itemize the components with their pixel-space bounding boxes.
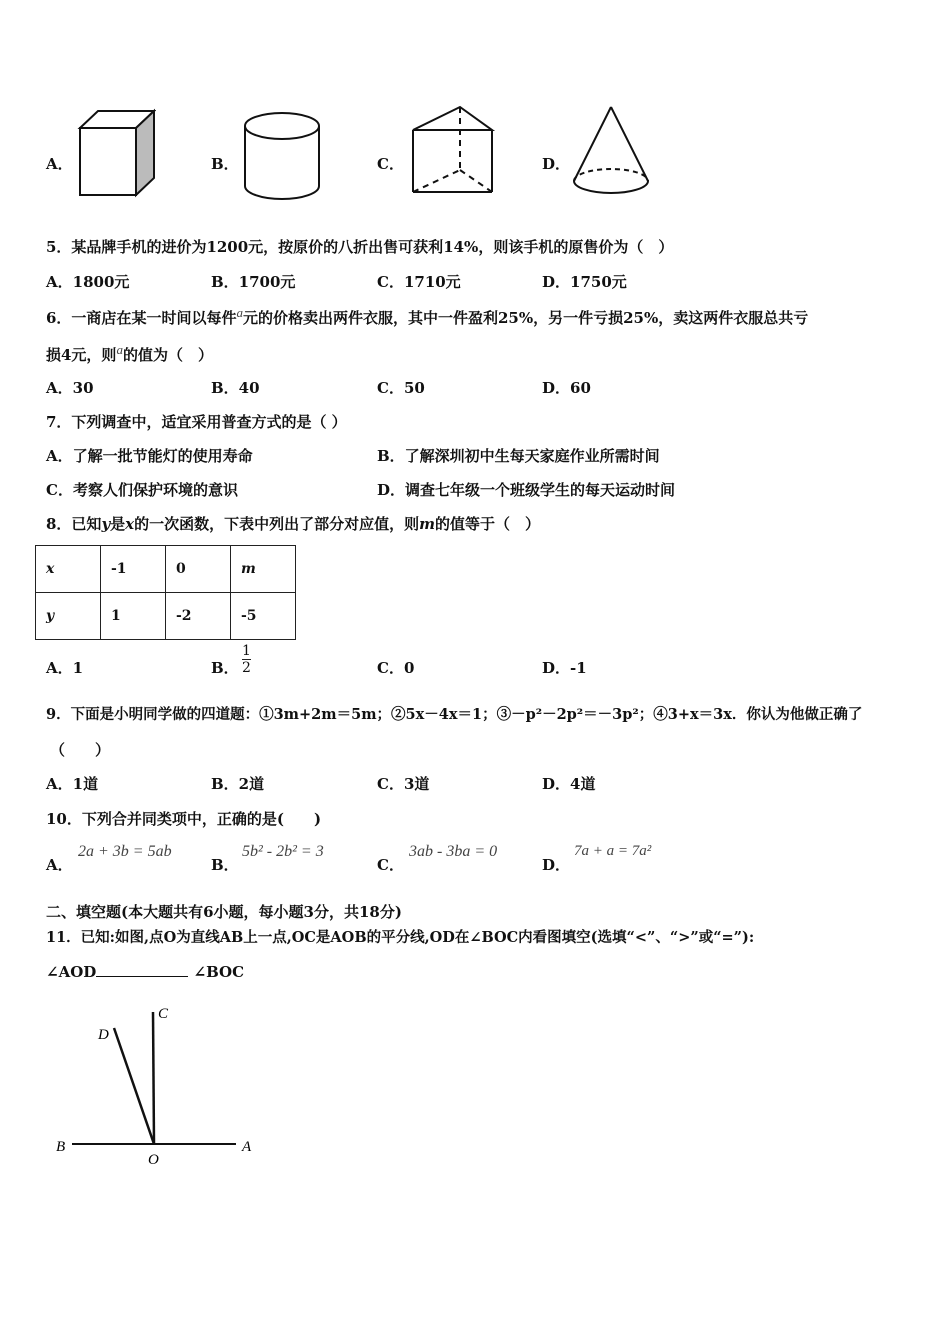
q10-option-d-expr: 7a + a = 7a² — [574, 843, 652, 859]
q7-option-a: A．了解一批节能灯的使用寿命 — [46, 447, 253, 465]
cone-icon — [569, 104, 655, 198]
q4-option-a-key: A． — [46, 155, 73, 173]
q11-right-angle: ∠BOC — [193, 963, 245, 981]
q10-option-c-expr: 3ab - 3ba = 0 — [409, 843, 498, 860]
q4-option-b-key: B． — [211, 155, 239, 173]
table-cell: -1 — [101, 546, 166, 593]
table-row — [36, 546, 296, 593]
q8-option-d: D．-1 — [542, 659, 587, 677]
q8-var-y: y — [101, 515, 111, 533]
q6-option-d: D．60 — [542, 379, 591, 397]
cube-icon — [76, 108, 156, 198]
q8-text-a: 8．已知 — [46, 515, 102, 533]
q7-option-c: C．考察人们保护环境的意识 — [46, 481, 238, 499]
q8-value-table — [35, 545, 296, 640]
q8-var-m: m — [419, 515, 436, 533]
q9-line1: 9．下面是小明同学做的四道题：①3m+2m＝5m；②5x－4x＝1；③－p²－2p²＝－3p²；④3+x＝3x．你认为他做正确了 — [46, 706, 863, 723]
q4-option-d-key: D． — [542, 155, 571, 173]
table-cell: 0 — [166, 546, 231, 593]
q5-option-b: B．1700元 — [211, 273, 296, 291]
cylinder-icon — [240, 110, 326, 202]
q8-text-c: 的一次函数，下表中列出了部分对应值，则 — [134, 515, 420, 533]
q8-text — [46, 513, 540, 534]
label-b: B — [56, 1139, 66, 1155]
triangular-prism-icon — [408, 104, 498, 198]
q10-option-b-expr: 5b² - 2b² = 3 — [242, 843, 324, 860]
q6-line2-a: 损4元，则 — [46, 346, 117, 364]
table-cell: 1 — [101, 593, 166, 640]
q8-var-x: x — [125, 515, 135, 533]
q10-option-d-key: D． — [542, 856, 571, 874]
label-a: A — [242, 1139, 252, 1155]
q9-option-d: D．4道 — [542, 775, 596, 793]
q8-option-b-fraction — [242, 643, 251, 676]
table-cell: y — [36, 593, 101, 640]
q8-option-b-key: B． — [211, 659, 239, 677]
q11-left-angle: ∠AOD — [46, 963, 97, 981]
fraction-numerator: 1 — [242, 643, 251, 659]
q4-option-c-key: C． — [377, 155, 404, 173]
q8-option-a: A．1 — [46, 659, 84, 677]
q10-option-a-expr: 2a + 3b = 5ab — [78, 843, 172, 860]
q5-option-c: C．1710元 — [377, 273, 461, 291]
q11-answer-blank[interactable] — [96, 964, 188, 977]
q6-option-c: C．50 — [377, 379, 425, 397]
table-cell: x — [36, 546, 101, 593]
table-cell: m — [231, 546, 296, 593]
q9-option-b: B．2道 — [211, 775, 265, 793]
table-row — [36, 593, 296, 640]
q11-figure — [50, 1000, 270, 1175]
section2-title: 二、填空题(本大题共有6小题，每小题3分，共18分) — [46, 903, 402, 921]
fraction-denominator: 2 — [242, 660, 251, 676]
q5-text: 5．某品牌手机的进价为1200元，按原价的八折出售可获利14%，则该手机的原售价为（ ） — [46, 238, 674, 256]
q5-option-a: A．1800元 — [46, 273, 130, 291]
q11-blank-line — [46, 963, 244, 981]
q10-text: 10．下列合并同类项中，正确的是( ) — [46, 810, 322, 828]
q6-var-a-2: a — [116, 342, 123, 357]
ray-od — [114, 1028, 154, 1144]
q6-var-a: a — [236, 305, 243, 320]
q9-option-c: C．3道 — [377, 775, 430, 793]
q7-option-d: D．调查七年级一个班级学生的每天运动时间 — [377, 481, 676, 499]
q9-option-a: A．1道 — [46, 775, 99, 793]
q6-line1-b: 元的价格卖出两件衣服，其中一件盈利25%，另一件亏损25%，卖这两件衣服总共亏 — [242, 309, 809, 327]
label-c: C — [158, 1006, 169, 1022]
q6-line2 — [46, 342, 213, 365]
table-cell: -2 — [166, 593, 231, 640]
q6-option-a: A．30 — [46, 379, 94, 397]
q10-option-b-key: B． — [211, 856, 239, 874]
table-cell: -5 — [231, 593, 296, 640]
q6-line1-a: 6．一商店在某一时间以每件 — [46, 309, 237, 327]
q7-text: 7．下列调查中，适宜采用普查方式的是（ ） — [46, 413, 347, 431]
q10-option-a-key: A． — [46, 856, 73, 874]
q8-text-d: 的值等于（ ） — [435, 515, 541, 533]
q8-text-b: 是 — [110, 515, 126, 533]
q6-line1 — [46, 305, 808, 328]
label-d: D — [98, 1027, 109, 1043]
q6-option-b: B．40 — [211, 379, 260, 397]
ray-oc — [153, 1012, 154, 1144]
q10-option-c-key: C． — [377, 856, 404, 874]
q7-option-b: B．了解深圳初中生每天家庭作业所需时间 — [377, 447, 660, 465]
q9-line2: （ ） — [50, 741, 111, 759]
q8-option-c: C．0 — [377, 659, 415, 677]
q11-text: 11．已知:如图,点O为直线AB上一点,OC是AOB的平分线,OD在∠BOC内看图填空(选填“<”、“>”或“=”): — [46, 929, 755, 946]
label-o: O — [148, 1152, 159, 1168]
q5-option-d: D．1750元 — [542, 273, 627, 291]
q6-line2-b: 的值为（ ） — [122, 346, 213, 364]
